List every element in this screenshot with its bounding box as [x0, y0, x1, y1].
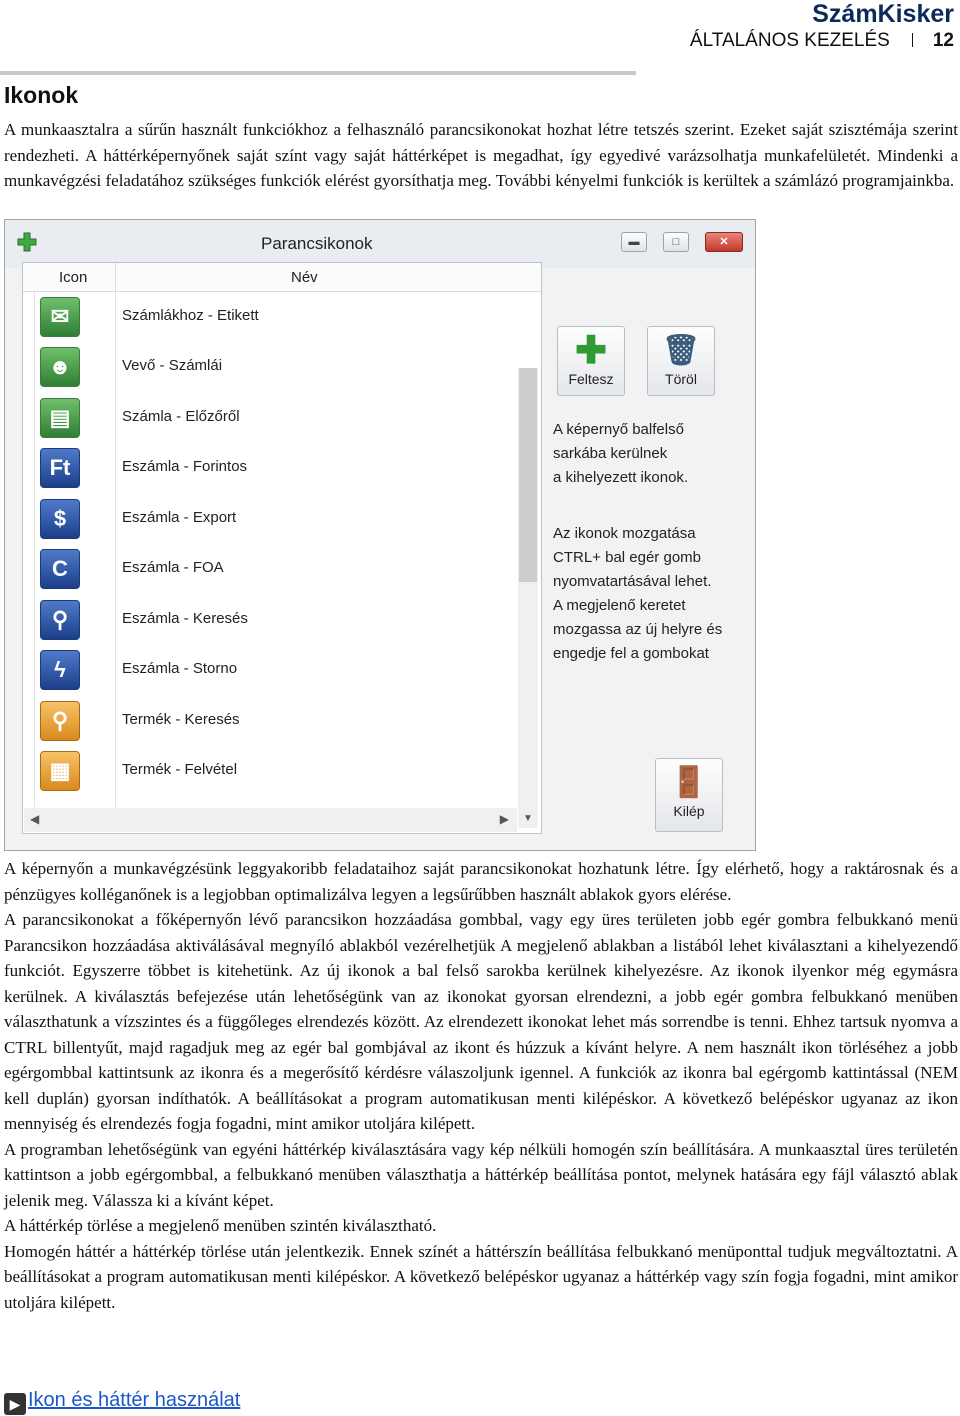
window-title: Parancsikonok — [261, 234, 373, 253]
horizontal-scrollbar[interactable] — [24, 808, 517, 832]
maximize-button[interactable]: □ — [663, 232, 689, 252]
shortcut-list[interactable] — [22, 262, 542, 834]
delete-shortcut-button[interactable] — [647, 326, 715, 396]
header-separator — [912, 33, 913, 47]
item-label: Eszámla - Forintos — [122, 458, 248, 475]
footer-link[interactable] — [4, 1389, 240, 1415]
trash-icon: 🗑 — [661, 334, 701, 367]
move-hint — [553, 522, 753, 666]
item-label: Termék - Felvétel — [122, 761, 238, 778]
body-paragraph: Homogén háttér a háttérkép törlése után jelentkezik. Ennek színét a háttérszín beállítása felbukkanó menüponttal tudjuk megváltoztatni. A beállításokat a program automatikusan menti kilépéskor. A következő belépéskor ugyanaz a háttérkép vagy szín fogja fogadni, mint amikor utoljára kilépett. — [4, 1241, 958, 1312]
section-header — [690, 30, 954, 52]
list-item[interactable] — [35, 596, 515, 646]
placement-hint — [553, 418, 753, 490]
list-item[interactable] — [35, 343, 515, 393]
hint-line: A megjelenő keretet — [553, 597, 686, 614]
exit-button[interactable] — [655, 758, 723, 832]
body-paragraph: A programban lehetőségünk van egyéni háttérkép kiválasztására vagy kép nélküli homogén szín beállítására. A munkaasztal üres területén kattintson a jobb egérgombbal, a felbukkanó menüben választhatja a háttérkép beállítása pontot, melynek hatására egy fájl választó ablak jelenik meg. Válassza ki a kívánt képet. — [4, 1139, 958, 1210]
body-paragraph: A képernyőn a munkavégzésünk leggyakoribb feladataihoz saját parancsikonokat hozhatunk létre. Így elérhető, hogy a raktárosnak és a pénzügyes kolléganőnek is a legjobban optimalizálva legyen a legsűrűbben használt ablakok gyors elérése. — [4, 859, 958, 904]
list-item[interactable] — [35, 697, 515, 747]
hint-line: a kihelyezett ikonok. — [553, 469, 689, 486]
ft-icon: Ft — [40, 448, 80, 488]
list-item[interactable] — [35, 646, 515, 696]
register-icon: ▦ — [40, 751, 80, 791]
list-item[interactable] — [35, 394, 515, 444]
column-header-icon[interactable]: Icon — [59, 269, 88, 286]
add-shortcut-button[interactable] — [557, 326, 625, 396]
list-item[interactable] — [35, 495, 515, 545]
hint-line: engedje fel a gombokat — [553, 645, 709, 662]
body-paragraph: A háttérkép törlése a megjelenő menüben szintén kiválasztható. — [4, 1216, 437, 1235]
hint-line: mozgassa az új helyre és — [553, 621, 723, 638]
scroll-down-icon[interactable]: ▼ — [523, 813, 533, 824]
refresh-icon: C — [40, 549, 80, 589]
hint-line: sarkába kerülnek — [553, 445, 668, 462]
header-rule — [0, 71, 636, 75]
magnifier-icon: ⚲ — [40, 600, 80, 640]
item-label: Eszámla - Storno — [122, 660, 238, 677]
plus-icon: ✚ — [575, 330, 607, 372]
section-title: Ikonok — [4, 82, 79, 108]
body-paragraph: A parancsikonokat a főképernyőn lévő parancsikon hozzáadása gombbal, vagy egy üres területen jobb egér gombra felbukkanó menü Parancsikon hozzáadása aktiválásával megnyíló ablakból vezérelhetjük A megjelenő ablakban a listából lehet kiválasztani a kihelyezendő funkciót. Egyszerre többet is kitehetünk. Az új ikonok a bal felső sarokba kerülnek kihelyezésre. Az ikonok ilyenkor még egymásra kerülnek. A kiválasztás befejezése után lehetőségünk van az ikonokat gyorsan elrendezni, a jobb egér gombra felbukkanó menüben választhatunk a vízszintes és a függőleges elrendezés között. Az elrendezett ikonokat lehet más sorrendbe is tenni. Ehhez tartsuk nyomva a CTRL billentyűt, majd ragadjuk meg az egér bal gombjával az ikont és húzzuk a kívánt helyre. A nem használt ikon törléséhez a jobb egérgombbal kattintsunk az ikonra és a megerősítő kérdésre válaszoljunk igennel. A funkciók az ikonra bal egérgomb kattintással (NEM kell duplán) gyorsan indíthatók. A beállításokat a program automatikusan menti kilépéskor. A következő belépéskor ugyanaz az ikon mennyiség és elrendezés fogja fogadni, mint amikor utoljára kilépett. — [4, 910, 958, 1133]
scrollbar-thumb[interactable] — [519, 368, 537, 582]
scroll-left-icon[interactable]: ◀ — [30, 812, 40, 826]
hint-line: nyomvatartásával lehet. — [553, 573, 712, 590]
body-text — [4, 856, 958, 1315]
film-icon: ▶ — [4, 1393, 26, 1415]
item-label: Termék - Keresés — [122, 711, 240, 728]
close-button[interactable]: ✕ — [705, 232, 743, 252]
minimize-button[interactable]: ▬ — [621, 232, 647, 252]
page-number: 12 — [932, 30, 954, 51]
list-item[interactable] — [35, 747, 515, 797]
envelope-icon: ✉ — [40, 297, 80, 337]
vertical-scrollbar[interactable] — [518, 368, 538, 828]
intro-paragraph: A munkaasztalra a sűrűn használt funkciókhoz a felhasználó parancsikonokat hozhat létre tetszés szerint. Ezeket saját szisztémája szerint rendezheti. A háttérképernyőnek saját színt vagy saját háttérképet is megadhat, így egyedivé varázsolhatja munkafelületét. Mindenki a munkavégzési feladatához szükséges funkciók elérést gyorsíthatja meg. További kényelmi funkciók is kerültek a számlázó programjainkba. — [4, 120, 958, 190]
column-header-name[interactable]: Név — [291, 269, 318, 286]
document-icon: ▤ — [40, 398, 80, 438]
item-label: Eszámla - Keresés — [122, 610, 248, 627]
scroll-right-icon[interactable]: ▶ — [499, 812, 509, 826]
hint-line: A képernyő balfelső — [553, 421, 684, 438]
list-item[interactable] — [35, 545, 515, 595]
dollar-icon: $ — [40, 499, 80, 539]
list-header — [23, 263, 541, 292]
lightning-icon: ϟ — [40, 650, 80, 690]
item-label: Vevő - Számlái — [122, 357, 223, 374]
add-button-label: Feltesz — [568, 371, 614, 387]
item-label: Számlákhoz - Etikett — [122, 307, 259, 324]
list-item[interactable] — [35, 444, 515, 494]
parancsikonok-window — [4, 219, 756, 851]
section-name: ÁLTALÁNOS KEZELÉS — [689, 30, 890, 51]
person-icon: ☻ — [40, 347, 80, 387]
item-label: Eszámla - Export — [122, 509, 237, 526]
list-item[interactable] — [35, 293, 515, 343]
item-label: Eszámla - FOA — [122, 559, 224, 576]
column-divider — [115, 263, 116, 291]
window-titlebar — [5, 220, 755, 268]
app-name: SzámKisker — [812, 0, 954, 28]
item-label: Számla - Előzőről — [122, 408, 240, 425]
door-icon: 🚪 — [670, 766, 708, 799]
hint-line: Az ikonok mozgatása — [553, 525, 696, 542]
magnifier-icon: ⚲ — [40, 701, 80, 741]
exit-button-label: Kilép — [673, 803, 705, 819]
hint-line: CTRL+ bal egér gomb — [553, 549, 701, 566]
plus-icon — [17, 232, 37, 252]
footer-link-text[interactable]: Ikon és háttér használat — [28, 1389, 241, 1411]
delete-button-label: Töröl — [665, 371, 697, 387]
